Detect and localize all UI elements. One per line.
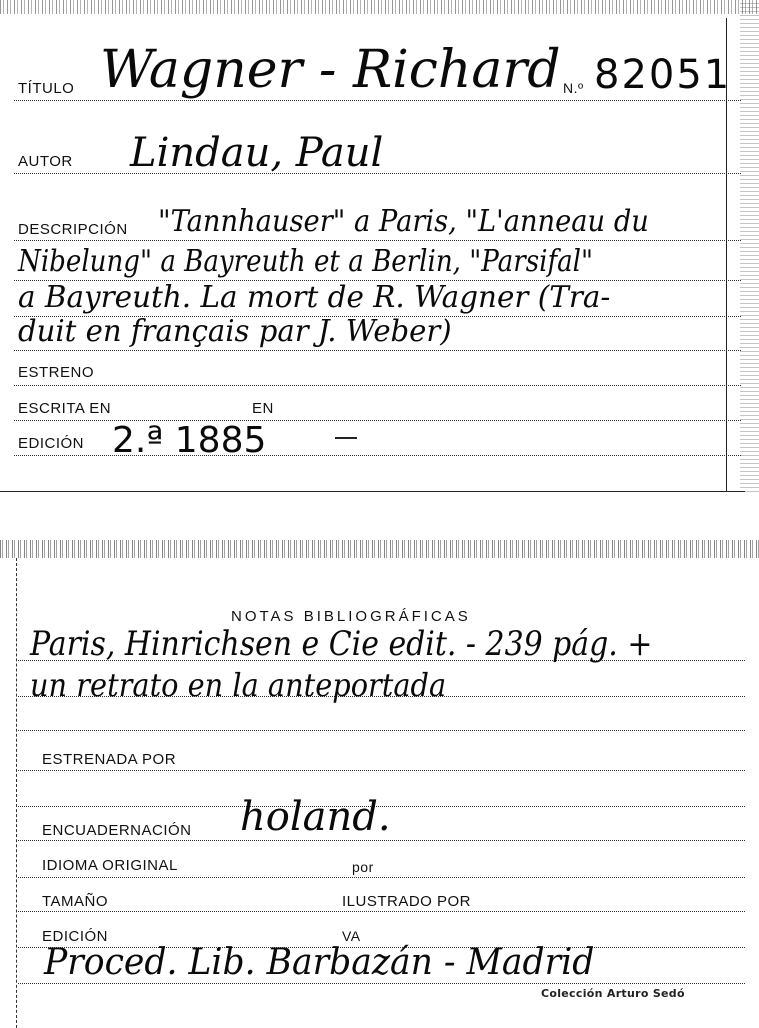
rule-titulo — [14, 100, 741, 101]
value-notas-line-2: un retrato en la anteportada — [30, 666, 447, 704]
pencil-dash-mark — [335, 437, 357, 439]
collection-credit: Colección Arturo Sedó — [541, 987, 685, 1000]
card-top-speckled-right-edge — [740, 0, 759, 492]
label-edicion: EDICIÓN — [18, 435, 85, 452]
value-edicion: 2.ª 1885 — [112, 420, 267, 461]
label-tamano: TAMAÑO — [42, 893, 109, 910]
value-notas-line-1: Paris, Hinrichsen e Cie edit. - 239 pág. + — [30, 624, 653, 664]
label-escrita-en: ESCRITA EN — [18, 400, 112, 417]
label-idioma-original: IDIOMA ORIGINAL — [42, 857, 178, 874]
value-descripcion-line-1: "Tannhauser" a Paris, "L'anneau du — [158, 204, 649, 239]
card-top-speckled-edge — [0, 0, 759, 14]
label-por: por — [352, 859, 374, 875]
card-top-bottom-edge — [0, 491, 745, 492]
label-descripcion: DESCRIPCIÓN — [18, 221, 128, 238]
catalog-card-top — [0, 0, 759, 492]
catalog-card-bottom — [0, 540, 759, 1028]
label-edicion-bottom: EDICIÓN — [42, 928, 109, 945]
rule-idioma-original — [18, 877, 745, 878]
label-notas-bibliograficas: NOTAS BIBLIOGRÁFICAS — [231, 608, 471, 625]
label-encuadernacion: ENCUADERNACIÓN — [42, 822, 192, 839]
rule-descripcion-1 — [14, 240, 741, 241]
label-autor: AUTOR — [18, 153, 73, 170]
card-bottom-left-margin-line — [16, 558, 17, 1028]
value-procedencia: Proced. Lib. Barbazán - Madrid — [44, 942, 595, 983]
label-en: EN — [252, 400, 274, 417]
value-descripcion-line-3: a Bayreuth. La mort de R. Wagner (Tra- — [18, 280, 611, 315]
rule-tamano — [18, 911, 745, 912]
value-descripcion-line-4: duit en français par J. Weber) — [18, 314, 452, 349]
value-autor: Lindau, Paul — [130, 130, 384, 176]
label-titulo: TÍTULO — [18, 80, 75, 97]
label-numero: N.º — [563, 80, 584, 96]
rule-descripcion-4 — [14, 350, 741, 351]
label-estrenada-por: ESTRENADA POR — [42, 751, 177, 768]
value-titulo: Wagner - Richard — [100, 40, 561, 100]
label-va: VA — [342, 928, 361, 944]
rule-estrenada-por — [18, 770, 745, 771]
value-encuadernacion: holand. — [240, 794, 391, 840]
label-ilustrado-por: ILUSTRADO POR — [342, 893, 472, 910]
value-numero: 82051 — [594, 52, 732, 98]
rule-procedencia — [18, 983, 745, 984]
rule-notas-3 — [18, 730, 745, 731]
rule-encuadernacion — [18, 840, 745, 841]
value-descripcion-line-2: Nibelung" a Bayreuth et a Berlin, "Parsifal" — [18, 244, 594, 279]
rule-estreno — [14, 385, 741, 386]
label-estreno: ESTRENO — [18, 364, 95, 381]
